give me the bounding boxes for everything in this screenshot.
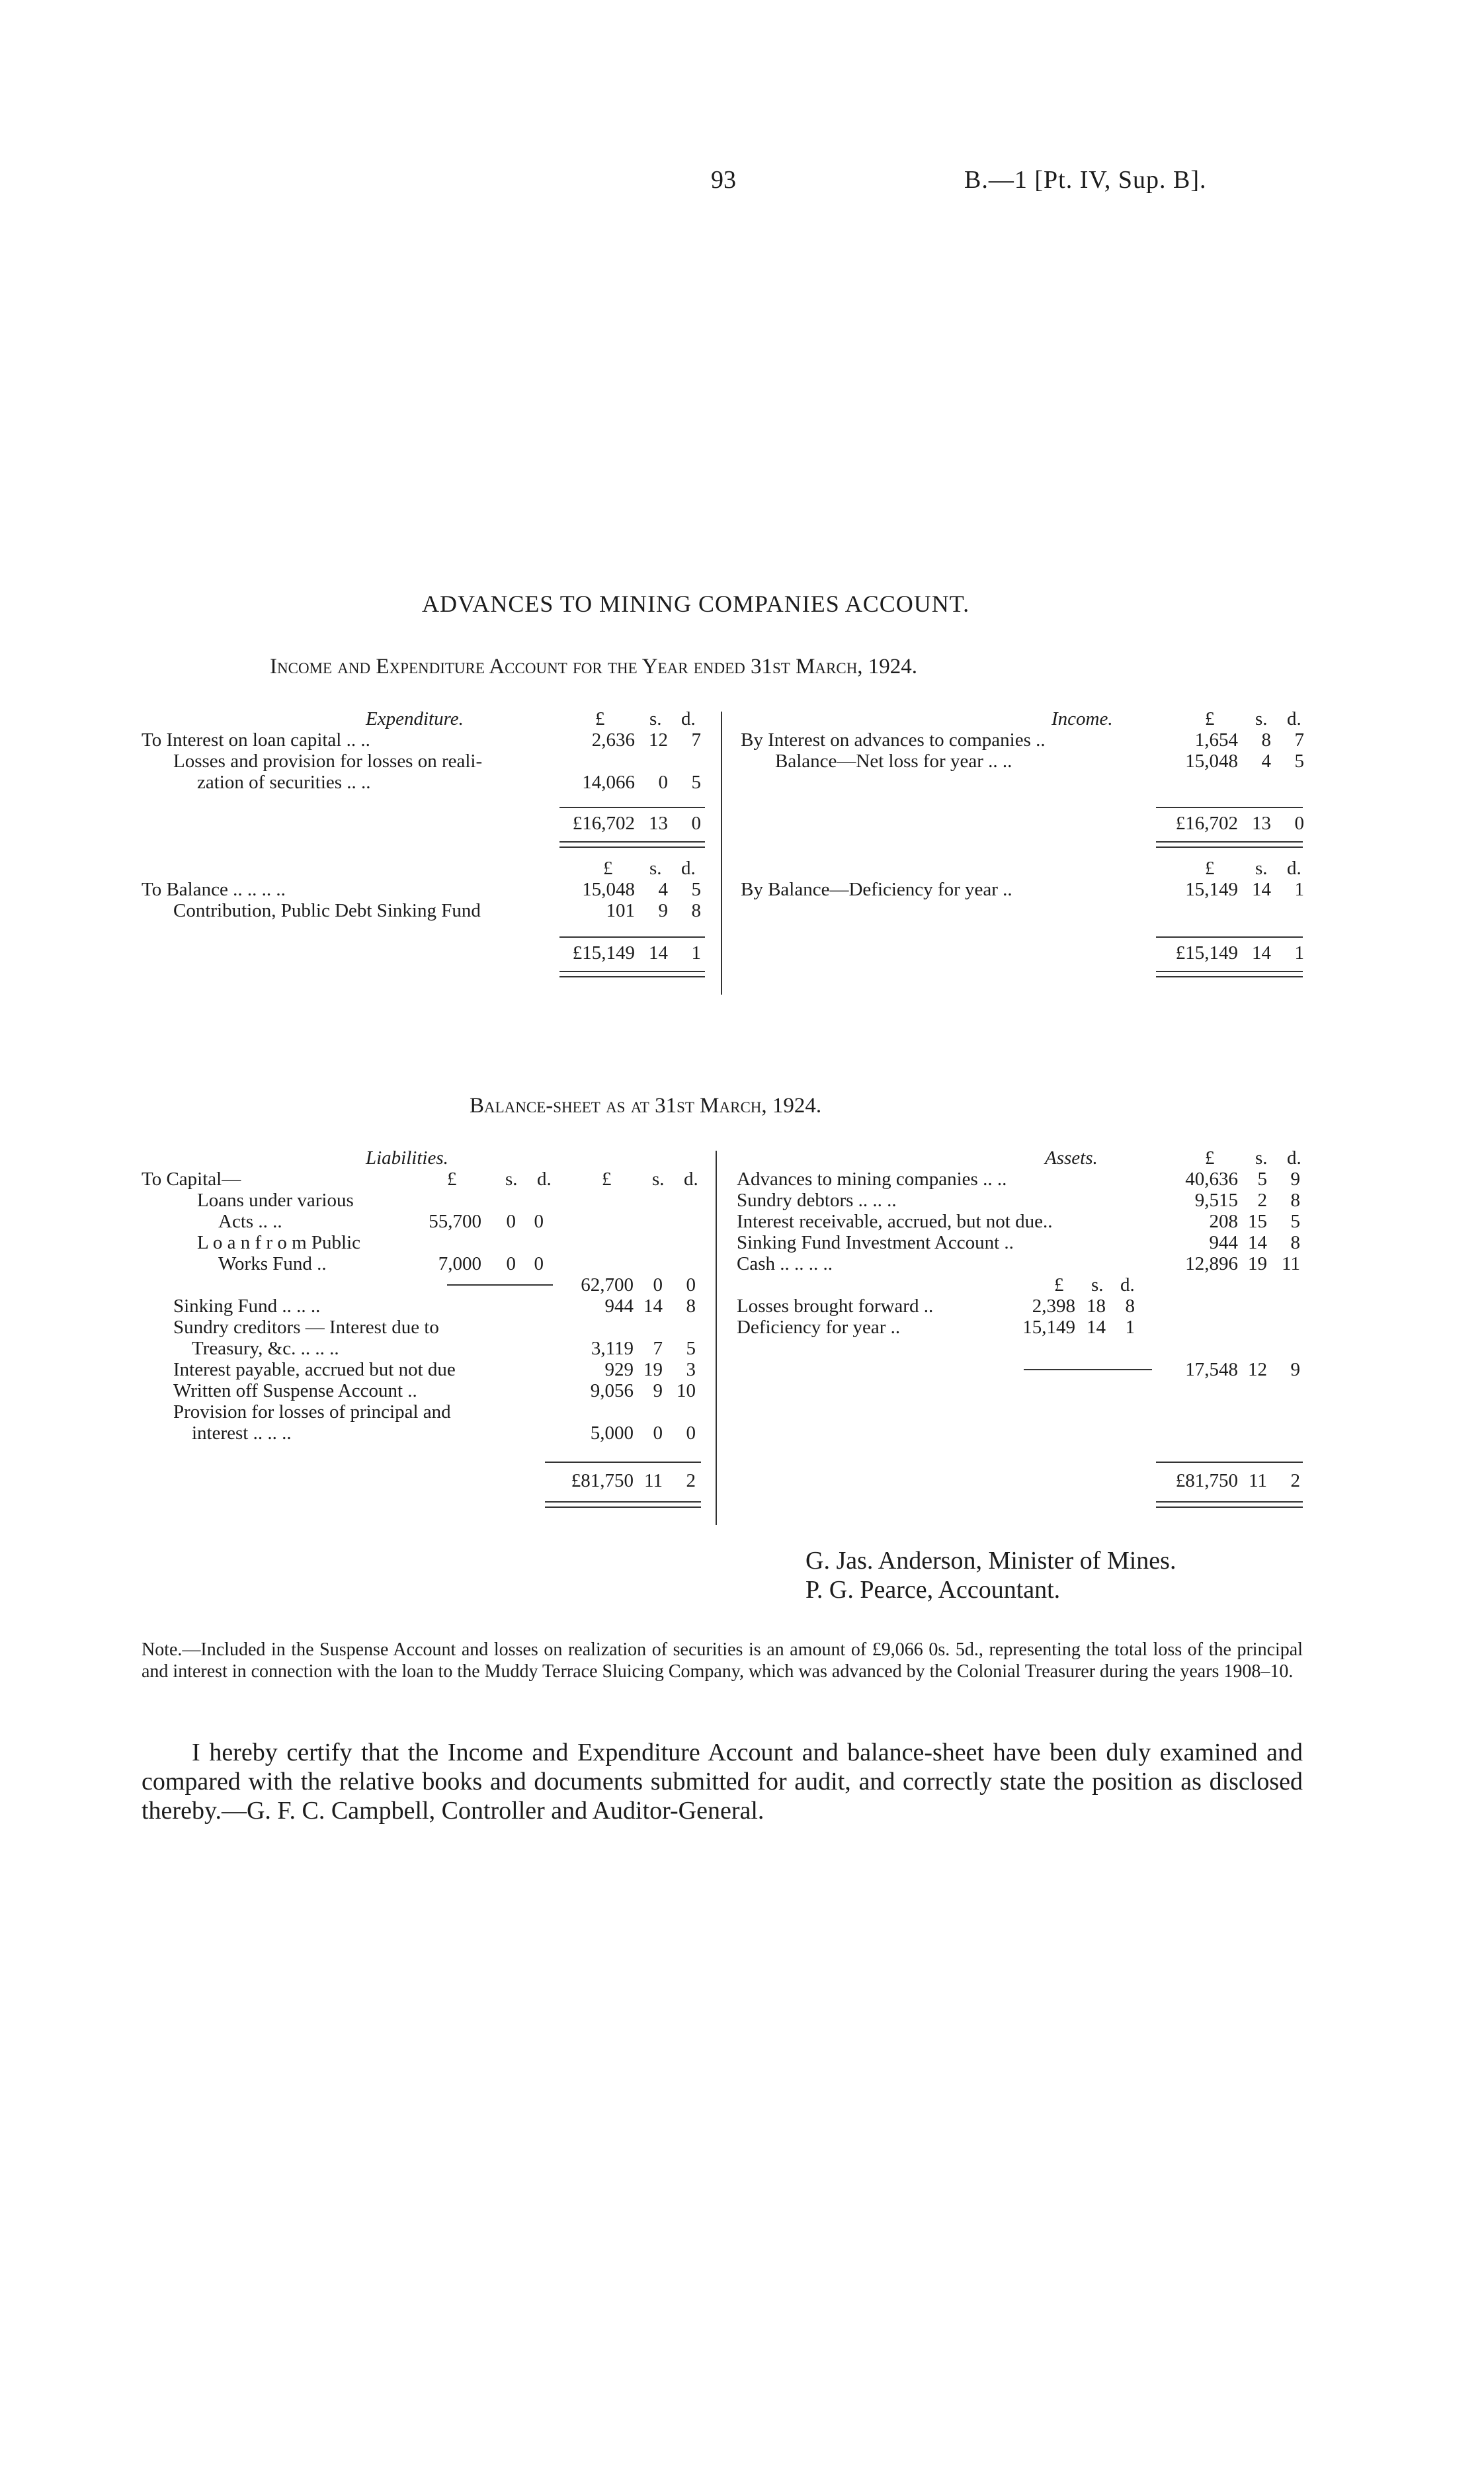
liab-row-text: Treasury, &c. .. .. .. [192,1338,339,1359]
double-rule [1156,841,1303,848]
col-pounds: £ [602,1169,612,1190]
assets-total-pounds: £81,750 [1175,1470,1238,1491]
inc-row-text: Balance—Net loss for year .. .. [775,751,1012,772]
double-rule [559,841,705,848]
losses-subtotal-pounds: 17,548 [1185,1359,1238,1380]
liab-row-shillings: 7 [653,1338,663,1359]
col-pence: d. [1287,858,1301,879]
asset-row-shillings: 19 [1248,1253,1267,1274]
works-fund-shillings: 0 [506,1253,516,1274]
liab-row-text: Sinking Fund .. .. .. [173,1296,321,1317]
col-pence: d. [681,708,696,729]
assets-total-pence: 2 [1290,1470,1300,1491]
liab-row-pence: 5 [686,1338,696,1359]
asset-row-shillings: 14 [1248,1232,1267,1253]
col-pounds: £ [1205,1147,1215,1169]
exp-row-text: To Balance .. .. .. .. [142,879,286,900]
liab-row-text: Sundry creditors — Interest due to [173,1317,439,1338]
liab-row-pence: 3 [686,1359,696,1380]
capital-total-shillings: 0 [653,1274,663,1296]
asset-row-pence: 5 [1290,1211,1300,1232]
liab-row-pounds: 929 [604,1359,634,1380]
col-pounds: £ [595,708,605,729]
exp-total-pounds: £15,149 [572,942,635,964]
liab-row-text: Provision for losses of principal and [173,1401,451,1423]
col-pence: d. [1287,708,1301,729]
works-fund-label: Works Fund .. [218,1253,327,1274]
losses-subtotal-pence: 9 [1290,1359,1300,1380]
losses-subtotal-shillings: 12 [1248,1359,1267,1380]
col-pounds: £ [603,858,613,879]
deficiency-shillings: 14 [1087,1317,1106,1338]
inc-row-shillings: 8 [1261,729,1271,751]
loan-public-label: L o a n f r o m Public [197,1232,360,1253]
asset-row-text: Interest receivable, accrued, but not due.. [737,1211,1053,1232]
liab-row-shillings: 19 [643,1359,663,1380]
liab-row-text: Interest payable, accrued but not due [173,1359,456,1380]
works-fund-pence: 0 [534,1253,544,1274]
losses-forward-label: Losses brought forward .. [737,1296,934,1317]
rule [559,807,705,808]
rule [447,1284,553,1286]
column-divider [721,712,722,995]
assets-label: Assets. [1045,1147,1098,1169]
rule [559,936,705,938]
asset-row-pence: 8 [1290,1232,1300,1253]
exp-row-shillings: 12 [649,729,668,751]
note-paragraph: Note.—Included in the Suspense Account and losses on realization of securities is an amount of £9,066 0s. 5d., representing the total loss of the principal and interest in connection with the loan to the Muddy Terrace Sluicing Company, which was advanced by the Colonial Treasurer during the years 1908–10. [142,1639,1303,1682]
inc-row-pounds: 15,149 [1185,879,1238,900]
asset-row-pounds: 9,515 [1194,1190,1238,1211]
account-title: ADVANCES TO MINING COMPANIES ACCOUNT. [422,591,970,617]
col-shillings: s. [649,858,662,879]
losses-forward-pounds: 2,398 [1032,1296,1075,1317]
page-number: 93 [711,166,736,194]
asset-row-shillings: 5 [1257,1169,1267,1190]
page-reference: B.—1 [Pt. IV, Sup. B]. [964,166,1207,194]
inc-total-pounds: £16,702 [1175,813,1238,834]
double-rule [1156,1501,1303,1508]
inc-row-pounds: 15,048 [1185,751,1238,772]
exp-total-shillings: 14 [649,942,668,964]
acts-shillings: 0 [506,1211,516,1232]
exp-row-pounds: 14,066 [582,772,635,793]
asset-row-pence: 11 [1282,1253,1300,1274]
inc-row-text: By Balance—Deficiency for year .. [741,879,1012,900]
exp-row-pence: 5 [691,879,701,900]
works-fund-pounds: 7,000 [438,1253,481,1274]
exp-row-text: To Interest on loan capital .. .. [142,729,370,751]
col-shillings: s. [1255,1147,1268,1169]
exp-total-shillings: 13 [649,813,668,834]
liab-row-pence: 0 [686,1423,696,1444]
liab-row-pounds: 5,000 [590,1423,634,1444]
col-shillings: s. [652,1169,665,1190]
col-shillings: s. [1255,708,1268,729]
col-pence: d. [1120,1274,1135,1296]
signature-minister: G. Jas. Anderson, Minister of Mines. [805,1547,1176,1575]
asset-row-text: Cash .. .. .. .. [737,1253,833,1274]
balance-sheet-heading: Balance-sheet as at 31st March, 1924. [470,1094,822,1118]
rule [1156,1462,1303,1463]
rule [545,1462,701,1463]
exp-row-shillings: 9 [658,900,668,921]
col-pounds: £ [1054,1274,1064,1296]
inc-row-shillings: 4 [1261,751,1271,772]
inc-total-shillings: 14 [1252,942,1271,964]
signature-accountant: P. G. Pearce, Accountant. [805,1576,1061,1604]
losses-forward-pence: 8 [1125,1296,1135,1317]
audit-certificate: I hereby certify that the Income and Expenditure Account and balance-sheet have been duly examined and compared with the relative books and documents submitted for audit, and correctly state the position as disclosed thereby.—G. F. C. Campbell, Controller and Auditor-General. [142,1739,1303,1825]
double-rule [545,1501,701,1508]
asset-row-pounds: 40,636 [1185,1169,1238,1190]
inc-total-pence: 0 [1294,813,1304,834]
inc-row-shillings: 14 [1252,879,1271,900]
inc-row-text: By Interest on advances to companies .. [741,729,1046,751]
liab-total-pence: 2 [686,1470,696,1491]
col-pence: d. [681,858,696,879]
inc-total-shillings: 13 [1252,813,1271,834]
losses-forward-shillings: 18 [1087,1296,1106,1317]
inc-row-pounds: 1,654 [1194,729,1238,751]
income-label: Income. [1051,708,1113,729]
liab-row-shillings: 9 [653,1380,663,1401]
inc-row-pence: 1 [1294,879,1304,900]
asset-row-pounds: 208 [1209,1211,1238,1232]
liab-row-pence: 8 [686,1296,696,1317]
exp-row-pence: 7 [691,729,701,751]
deficiency-pence: 1 [1125,1317,1135,1338]
col-shillings: s. [1255,858,1268,879]
asset-row-pounds: 12,896 [1185,1253,1238,1274]
exp-row-pounds: 15,048 [582,879,635,900]
acts-label: Acts .. .. [218,1211,282,1232]
exp-row-text: zation of securities .. .. [197,772,371,793]
asset-row-pence: 9 [1290,1169,1300,1190]
liab-row-pounds: 9,056 [590,1380,634,1401]
capital-total-pounds: 62,700 [581,1274,634,1296]
inc-row-pence: 5 [1294,751,1304,772]
column-divider [716,1151,717,1525]
inc-total-pounds: £15,149 [1175,942,1238,964]
rule [1024,1369,1152,1370]
loans-various-label: Loans under various [197,1190,354,1211]
exp-total-pence: 0 [691,813,701,834]
inc-total-pence: 1 [1294,942,1304,964]
asset-row-shillings: 15 [1248,1211,1267,1232]
liab-row-shillings: 0 [653,1423,663,1444]
liab-row-text: Written off Suspense Account .. [173,1380,417,1401]
acts-pounds: 55,700 [429,1211,481,1232]
liab-row-pounds: 944 [604,1296,634,1317]
deficiency-label: Deficiency for year .. [737,1317,901,1338]
col-pence: d. [684,1169,698,1190]
rule [1156,936,1303,938]
exp-row-pence: 8 [691,900,701,921]
col-shillings: s. [505,1169,518,1190]
income-expenditure-heading: Income and Expenditure Account for the Year ended 31st March, 1924. [270,655,918,679]
exp-row-pounds: 2,636 [591,729,635,751]
asset-row-text: Advances to mining companies .. .. [737,1169,1007,1190]
double-rule [559,971,705,977]
asset-row-text: Sinking Fund Investment Account .. [737,1232,1014,1253]
liab-row-pounds: 3,119 [591,1338,634,1359]
deficiency-pounds: 15,149 [1022,1317,1075,1338]
liab-row-text: interest .. .. .. [192,1423,292,1444]
exp-row-pence: 5 [691,772,701,793]
exp-total-pounds: £16,702 [572,813,635,834]
liab-total-shillings: 11 [644,1470,663,1491]
double-rule [1156,971,1303,977]
asset-row-pounds: 944 [1209,1232,1238,1253]
liab-total-pounds: £81,750 [571,1470,634,1491]
col-shillings: s. [1091,1274,1104,1296]
liabilities-label: Liabilities. [366,1147,448,1169]
liab-row-shillings: 14 [643,1296,663,1317]
exp-row-text: Losses and provision for losses on reali- [173,751,483,772]
inc-row-pence: 7 [1294,729,1304,751]
asset-row-shillings: 2 [1257,1190,1267,1211]
rule [1156,807,1303,808]
exp-row-pounds: 101 [606,900,635,921]
liab-row-pence: 10 [677,1380,696,1401]
exp-total-pence: 1 [691,942,701,964]
col-shillings: s. [649,708,662,729]
col-pounds: £ [447,1169,457,1190]
col-pence: d. [537,1169,552,1190]
expenditure-label: Expenditure. [366,708,464,729]
capital-total-pence: 0 [686,1274,696,1296]
exp-row-shillings: 0 [658,772,668,793]
asset-row-pence: 8 [1290,1190,1300,1211]
assets-total-shillings: 11 [1249,1470,1267,1491]
col-pounds: £ [1205,708,1215,729]
exp-row-shillings: 4 [658,879,668,900]
acts-pence: 0 [534,1211,544,1232]
asset-row-text: Sundry debtors .. .. .. [737,1190,897,1211]
col-pence: d. [1287,1147,1301,1169]
col-pounds: £ [1205,858,1215,879]
capital-label: To Capital— [142,1169,241,1190]
exp-row-text: Contribution, Public Debt Sinking Fund [173,900,481,921]
